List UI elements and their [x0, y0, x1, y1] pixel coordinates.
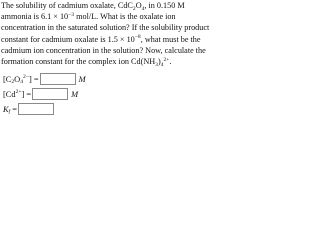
question-line-4: constant for cadmium oxalate is $1.5 \times 10^{-8}$, what must be the — [1, 34, 201, 44]
oxalate-unit: M — [78, 74, 86, 84]
cadmium-concentration-input[interactable] — [32, 88, 68, 100]
question-line-6: formation constant for the complex ion $Cd(NH_3)_4^{2+}$. — [1, 56, 172, 68]
oxalate-answer-row — [3, 72, 86, 86]
question-line-3: concentration in the saturated solution? If the solubility product — [1, 23, 210, 33]
kf-label: $K_f$ = — [3, 104, 17, 116]
question-line-1: The solubility of cadmium oxalate, $CdC_2O_4$, in 0.150 M — [1, 1, 185, 12]
question-line-2: ammonia is $6.1 \times 10^{-3}$ mol/L. What is the oxalate ion — [1, 11, 176, 22]
kf-answer-row — [3, 102, 57, 116]
oxalate-label: $[C_2O_4^{2-}]$ = — [3, 74, 39, 86]
cadmium-unit: M — [71, 89, 79, 99]
oxalate-concentration-input[interactable] — [40, 73, 76, 85]
kf-input[interactable] — [18, 103, 54, 115]
cadmium-label: $[Cd^{2+}]$ = — [3, 89, 32, 99]
question-text — [1, 0, 210, 68]
cadmium-answer-row — [3, 87, 78, 101]
question-line-5: cadmium ion concentration in the solution? Now, calculate the — [1, 45, 206, 55]
